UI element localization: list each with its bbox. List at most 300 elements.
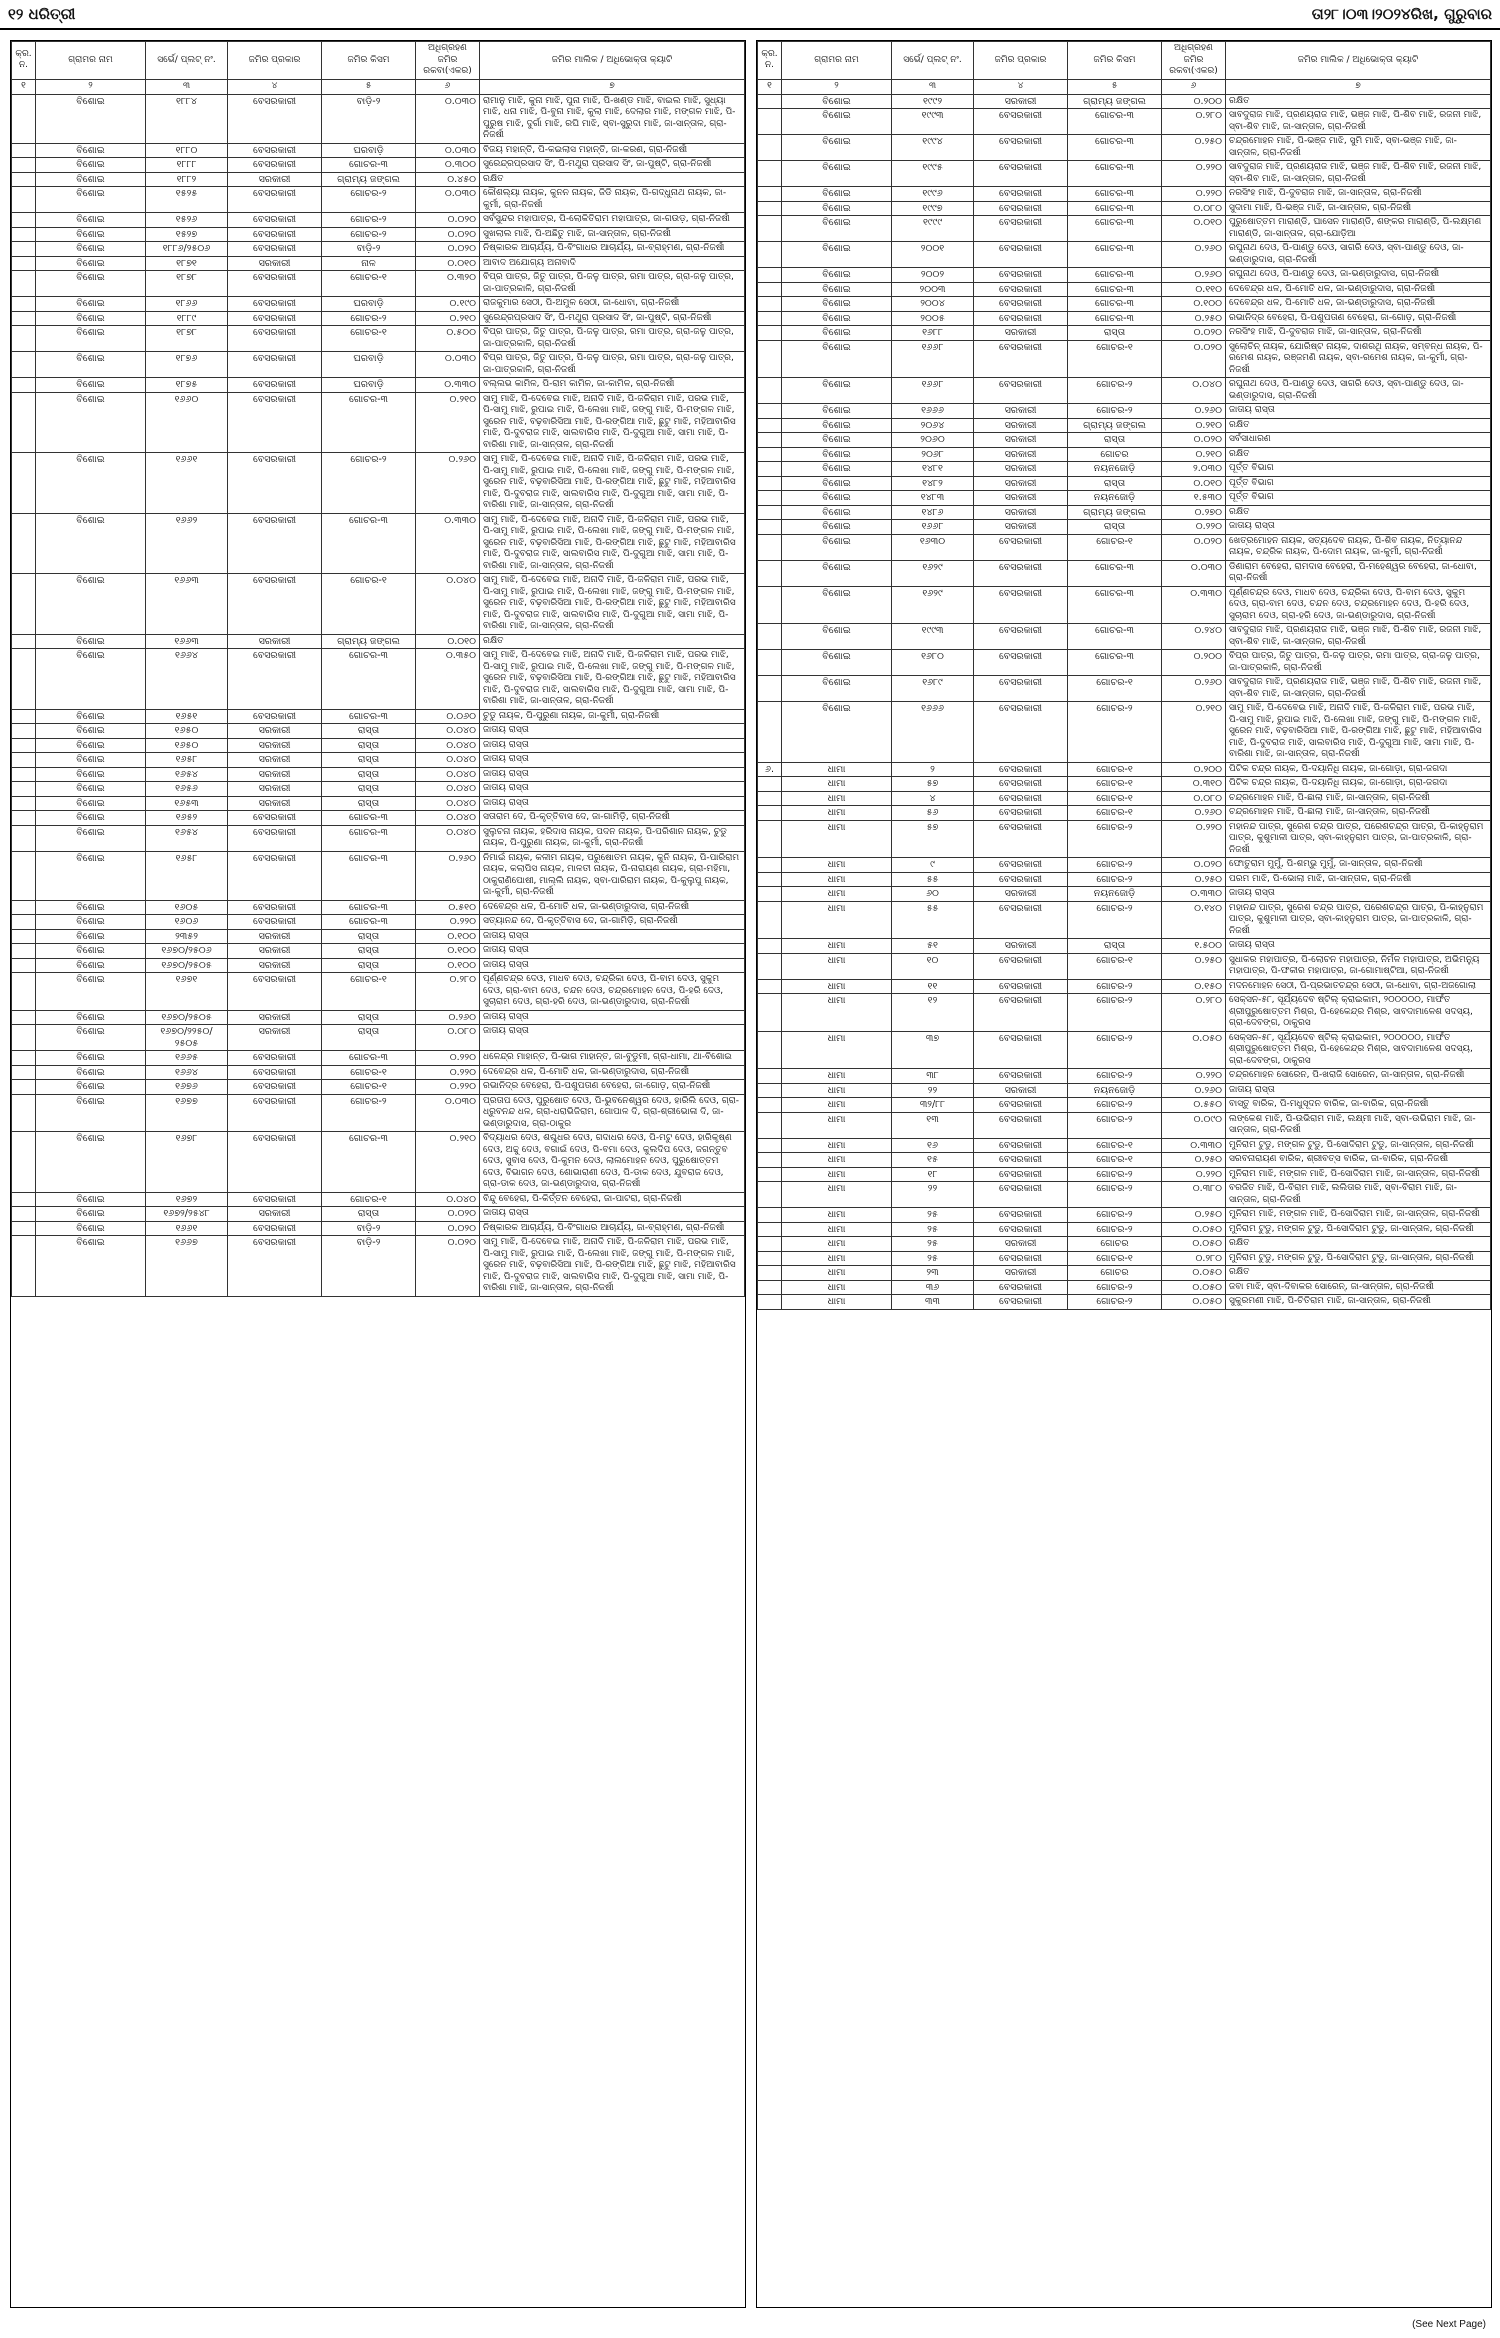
table-row — [12, 574, 745, 635]
plot-cell: ୧୬୮୯ — [892, 676, 974, 702]
serial-cell — [12, 297, 36, 312]
area-cell: ୦.୦୮୦ — [1162, 791, 1226, 806]
area-cell: ୦.୧୦୦ — [416, 958, 480, 973]
serial-cell — [758, 1031, 782, 1069]
serial-cell — [758, 340, 782, 378]
serial-cell — [758, 109, 782, 135]
area-cell: ୦.୦୩୦ — [416, 94, 480, 143]
owner-cell: ଜାତାୟ ରାସ୍ତା — [1226, 887, 1491, 902]
land-type-cell: ବେସରକାରୀ — [228, 574, 322, 635]
land-kisam-cell: ଗୋଚର-୩ — [1068, 135, 1162, 161]
land-type-cell: ସରକାରୀ — [974, 326, 1068, 341]
plot-cell: ୧୯୯୩ — [892, 624, 974, 650]
serial-cell — [12, 929, 36, 944]
area-cell: ୧.୫୦୦ — [1162, 939, 1226, 954]
owner-cell: ସରବନାରାୟଣ ବାରିକ, ଶ୍ରୀବତ୍ସ ବାରିକ, ଜା-ବାରିକ, ଗ୍ରା-ନିଜର୍ଷୀ — [1226, 1153, 1491, 1168]
village-cell: ବିଶୋଇ — [36, 634, 146, 649]
plot-cell: ୨୫ — [892, 1251, 974, 1266]
plot-cell: ୧୬୭୧ — [146, 973, 228, 1011]
village-cell: ବିଶୋଇ — [782, 201, 892, 216]
village-cell: ବିଶୋଇ — [782, 418, 892, 433]
village-cell: ବିଶୋଇ — [36, 811, 146, 826]
village-cell: ବିଶୋଇ — [782, 94, 892, 109]
area-cell: ୦.୨୮୦ — [1162, 1251, 1226, 1266]
owner-cell: ପୂର୍ଣ୍ଣଚନ୍ଦ୍ର ଦେଓ, ମାଧବ ଦେଓ, ଚନ୍ଦ୍ରିକା ଦେଓ, ପି-ବାମ ଦେଓ, ସୁକୁମ ଦେଓ, ଗ୍ରା-ବାମ ଦେଓ, ଚନ୍ଦନ ଦେଓ, ଚନ୍ଦ୍ରମୋହନ ଦେଓ, ପି-ହରି ଦେଓ, ସୁଚାରାମ ଦେଓ, ଗ୍ରା-ହରି ଦେଓ, ଜା-ଭଣ୍ଡାରୁଦାସ, ଗ୍ରା-ନିଜର୍ଷୀ — [1226, 586, 1491, 624]
plot-cell: ୧୮୮୯ — [146, 311, 228, 326]
land-kisam-cell: ଗୋଚର-୩ — [322, 709, 416, 724]
table-row — [12, 158, 745, 173]
land-type-cell: ସରକାରୀ — [974, 887, 1068, 902]
plot-cell: ୧୫ — [892, 1153, 974, 1168]
land-type-cell: ବେସରକାରୀ — [228, 297, 322, 312]
land-kisam-cell: ରାସ୍ତା — [322, 753, 416, 768]
land-type-cell: ବେସରକାରୀ — [974, 268, 1068, 283]
area-cell: ୦.୦୫୦ — [1162, 1280, 1226, 1295]
area-cell: ୦.୦୪୦ — [416, 724, 480, 739]
serial-cell — [758, 1138, 782, 1153]
plot-cell: ୧୬୬୮ — [892, 340, 974, 378]
area-cell: ୦.୨୫୦ — [1162, 135, 1226, 161]
plot-cell: ୧୪୮୬ — [892, 505, 974, 520]
area-cell: ୦.୨୨୦ — [1162, 1069, 1226, 1084]
land-type-cell: ସରକାରୀ — [228, 738, 322, 753]
table-row — [12, 352, 745, 378]
serial-cell — [12, 513, 36, 574]
serial-cell — [758, 534, 782, 560]
village-cell: ବିଶୋଇ — [782, 378, 892, 404]
land-type-cell: ବେସରକାରୀ — [974, 282, 1068, 297]
land-type-cell: ବେସରକାରୀ — [974, 1167, 1068, 1182]
area-cell: ୦.୧୪୦ — [1162, 901, 1226, 939]
land-type-cell: ସରକାରୀ — [974, 476, 1068, 491]
table-row — [758, 586, 1491, 624]
village-cell: ବିଶୋଇ — [36, 392, 146, 453]
area-cell: ୦.୨୫୦ — [1162, 953, 1226, 979]
land-type-cell: ବେସରକାରୀ — [228, 378, 322, 393]
table-header-row — [758, 42, 1491, 80]
plot-cell: ୧୬୭୬ — [146, 1080, 228, 1095]
table-row — [758, 378, 1491, 404]
table-row — [758, 702, 1491, 763]
area-cell: ୦.୨୬୦ — [416, 851, 480, 900]
area-cell: ୦.୦୨୦ — [1162, 340, 1226, 378]
table-row — [758, 806, 1491, 821]
area-cell: ୦.୨୧୦ — [416, 1132, 480, 1193]
land-kisam-cell: ଗୋଚର-୧ — [1068, 1138, 1162, 1153]
plot-cell: ୧୬୬୫ — [146, 1051, 228, 1066]
land-type-cell: ବେସରକାରୀ — [228, 1065, 322, 1080]
table-row — [12, 311, 745, 326]
plot-cell: ୧୬୫୪ — [146, 825, 228, 851]
land-type-cell: ବେସରକାରୀ — [974, 534, 1068, 560]
land-type-cell: ବେସରକାରୀ — [974, 187, 1068, 202]
village-cell: ବିଶୋଇ — [36, 1010, 146, 1025]
village-cell: ବିଶୋଇ — [782, 586, 892, 624]
area-cell: ୦.୨୬୦ — [1162, 806, 1226, 821]
land-kisam-cell: ନୟନଜୋଡ଼ି — [1068, 1083, 1162, 1098]
owner-cell: ପୂର୍ତ୍ତ ବିଭାଗ — [1226, 462, 1491, 477]
serial-cell — [12, 326, 36, 352]
owner-cell: ରାମାନୁ ମାଝି, କୁନା ମାଝି, ପୁନା ମାଝି, ପି-ଖଣ୍ଡ ମାଝି, ବାଇଲ ମାଝି, ସୁଧ୍ୟା ମାଝି, ଧନା ମାଝି, ପି-ବୁନା ମାଝି, କୁଲା ମାଝି, ଦେଲାର ମାଝି, ମଙ୍ଗଳ ମାଝି, ପି-ପୁରୁଷ ମାଝି, ଦୁର୍ଗା ମାଝି, ରଘି ମାଝି, ସ୍ବା-ସୁରୁଦା ମାଝି, ଜା-ସାନ୍ତାଳ, ଗ୍ରା-ନିଜର୍ଷୀ — [480, 94, 745, 143]
area-cell: ୦.୦୩୦ — [416, 352, 480, 378]
village-cell: ବିଶୋଇ — [782, 560, 892, 586]
area-cell: ୦.୦୨୦ — [1162, 326, 1226, 341]
land-kisam-cell: ରାସ୍ତା — [322, 1207, 416, 1222]
land-kisam-cell: ଗୋଚର-୩ — [322, 1132, 416, 1193]
owner-cell: ରଘୁନାଥ ଦେଓ, ପି-ପାଣ୍ଡୁ ଦେଓ, ଜା-ଭଣ୍ଡାରୁଦାସ, ଗ୍ରା-ନିଜର୍ଷୀ — [1226, 268, 1491, 283]
land-kisam-cell: ଗୋଚର-୨ — [1068, 1208, 1162, 1223]
land-type-cell: ବେସରକାରୀ — [974, 297, 1068, 312]
land-kisam-cell: ଘରବାଡ଼ି — [322, 352, 416, 378]
serial-cell — [12, 958, 36, 973]
serial-cell — [12, 1065, 36, 1080]
plot-cell: ୧୬୬୬ — [892, 702, 974, 763]
table-row — [12, 767, 745, 782]
area-cell: ୦.୨୦୦ — [1162, 94, 1226, 109]
village-cell: ବିଶୋଇ — [36, 1025, 146, 1051]
owner-cell: ବଲ୍ଲଭ କାମିଳ, ପି-ରାମ କାମିଳ, ଜା-କାମିଳ, ଗ୍ରା-ନିଜର୍ଷୀ — [480, 378, 745, 393]
right-table-body — [758, 94, 1491, 1309]
land-type-cell: ବେସରକାରୀ — [228, 326, 322, 352]
header-serial: କ୍ର. ନ. — [758, 42, 782, 80]
owner-cell: ସାମୁ ମାଝି, ପି-ଦେବେଇ ମାଝି, ଅନାଦି ମାଝି, ପି-ଜଳିରାମ ମାଝି, ପରଭ ମାଝି, ପି-ସାମୁ ମାଝି, ରୁପାଇ ମାଝି, ପି-ଲେଖା ମାଝି, ଜଙ୍ଗୁ ମାଝି, ପି-ମଙ୍ଗଳ ମାଝି, ସୁରେନ ମାଝି, ବଢ଼ବାରିସିଆ ମାଝି, ପି-ରଙ୍ଗିଆ ମାଝି, ଛୁଟୁ ମାଝି, ମହିଆବାରିସ ମାଝି, ପି-ଦୁବରାଜ ମାଝି, ସାଲବାରିସ ମାଝି, ପି-ଦୁଗୁଆ ମାଝି, ସାମା ମାଝି, ପି-ବାରିଶା ମାଝି, ଜା-ସାନ୍ତାଳ, ଗ୍ରା-ନିଜର୍ଷୀ — [480, 453, 745, 514]
area-cell: ୦.୨୫୦ — [1162, 1153, 1226, 1168]
plot-cell: ୧୮୭୮ — [146, 326, 228, 352]
land-kisam-cell: ଗୋଚର-୨ — [1068, 1069, 1162, 1084]
plot-cell: ୨୦୬୮ — [892, 447, 974, 462]
serial-cell — [12, 851, 36, 900]
owner-cell: କୌଶଲ୍ୟା ନାୟକ, କୁନନ ନାୟକ, ଜିଡି ନାୟକ, ପି-ଗଦ୍ଧୁନାଥ ନାୟକ, ଜା-କୁର୍ମୀ, ଗ୍ରା-ନିଜର୍ଷୀ — [480, 187, 745, 213]
serial-cell — [12, 973, 36, 1011]
serial-cell — [758, 586, 782, 624]
land-type-cell: ସରକାରୀ — [974, 94, 1068, 109]
serial-cell — [758, 491, 782, 506]
land-kisam-cell: ଗୋଚର-୩ — [322, 825, 416, 851]
plot-cell: ୨୫ — [892, 1237, 974, 1252]
table-row — [12, 851, 745, 900]
area-cell: ୦.୨୧୦ — [1162, 447, 1226, 462]
village-cell: ବିଶୋଇ — [782, 404, 892, 419]
land-kisam-cell: ଗୋଚର-୩ — [322, 392, 416, 453]
land-kisam-cell: ରାସ୍ତା — [1068, 476, 1162, 491]
land-type-cell: ସରକାରୀ — [228, 782, 322, 797]
table-row — [12, 782, 745, 797]
plot-cell: ୧୬୬୦ — [146, 392, 228, 453]
serial-cell — [12, 1132, 36, 1193]
village-cell: ଧାମା — [782, 1266, 892, 1281]
area-cell: ୦.୦୧୦ — [416, 634, 480, 649]
serial-cell — [12, 825, 36, 851]
table-row — [758, 505, 1491, 520]
land-type-cell: ବେସରକାରୀ — [228, 1221, 322, 1236]
owner-cell: ବିନ୍ଦୁ ବେହେରା, ପି-କିର୍ତ୍ତନ ବେହେରା, ଜା-ପାଟରା, ଗ୍ରା-ନିଜର୍ଷୀ — [480, 1192, 745, 1207]
owner-cell: ସୁଲୋଚିନ୍ ନାୟକ, ଯୋରିଷ୍ଟ ନାୟକ, ଦାଶରଥି ନାୟକ, ସମ୍ବନ୍ଧ ନାୟକ, ପି-ରମେଶ ନାୟକ, ରଞ୍ଜମଣି ନାୟକ, ସ୍ବା-ରମେଶ ନାୟକ, ଜା-କୁର୍ମୀ, ଗ୍ରା-ନିଜର୍ଷୀ — [1226, 340, 1491, 378]
area-cell: ୦.୨୨୦ — [416, 1065, 480, 1080]
area-cell: ୦.୦୧୦ — [1162, 476, 1226, 491]
plot-cell: ୧୮୮୪ — [146, 94, 228, 143]
village-cell: ବିଶୋଇ — [36, 649, 146, 710]
land-type-cell: ବେସରକାରୀ — [228, 900, 322, 915]
serial-cell — [758, 1112, 782, 1138]
table-row — [758, 491, 1491, 506]
land-kisam-cell: ଗୋଚର-୩ — [1068, 297, 1162, 312]
land-kisam-cell: ଗ୍ରାମ୍ୟ ଜଙ୍ଗଲ — [1068, 94, 1162, 109]
table-row — [12, 94, 745, 143]
owner-cell: ଜାତାୟ ରାସ୍ତା — [1226, 1083, 1491, 1098]
owner-cell: ରକ୍ଷିତ — [1226, 1237, 1491, 1252]
serial-cell — [12, 944, 36, 959]
owner-cell: ପିଟିକ ଚନ୍ଦ୍ର ନାୟକ, ପି-ଦୟାନିଧି ନାୟକ, ଜା-ଗୋଡ଼ା, ଗ୍ରା-ଜଗଦା — [1226, 762, 1491, 777]
owner-cell: ପୂର୍ତ୍ତ ବିଭାଗ — [1226, 491, 1491, 506]
area-cell: ୧.୫୩୦ — [1162, 491, 1226, 506]
plot-cell: ୧୬୦୬ — [146, 915, 228, 930]
village-cell: ବିଶୋଇ — [36, 227, 146, 242]
serial-cell — [758, 311, 782, 326]
land-type-cell: ସରକାରୀ — [228, 796, 322, 811]
owner-cell: ଜାତାୟ ରାସ୍ତା — [1226, 939, 1491, 954]
village-cell: ଧାମା — [782, 777, 892, 792]
land-kisam-cell: ଗୋଚର-୧ — [1068, 953, 1162, 979]
header-area: ଅଧିଗ୍ରହଣ ଜମିର ରକବା(ଏକର) — [416, 42, 480, 80]
table-row — [758, 1098, 1491, 1113]
area-cell: ୦.୨୬୦ — [1162, 1083, 1226, 1098]
owner-cell: ରାଜକୁମାର ସେଠୀ, ପି-ଅମୁଳ ସେଠୀ, ଜା-ଧୋବା, ଗ୍ରା-ନିଜର୍ଷୀ — [480, 297, 745, 312]
land-kisam-cell: ବାଡ଼ି-୨ — [322, 1236, 416, 1297]
table-row — [12, 929, 745, 944]
owner-cell: ଚନ୍ଦ୍ରମୋହନ ସୋରେନ, ପି-ଖରାଜି ସୋରେନ, ଜା-ସାନ୍ତାଳ, ଗ୍ରା-ନିଜର୍ଷୀ — [1226, 1069, 1491, 1084]
area-cell: ୦.୦୪୦ — [416, 782, 480, 797]
land-type-cell: ସରକାରୀ — [974, 404, 1068, 419]
plot-cell: ୧୮୮୬/୨୫୦୬ — [146, 242, 228, 257]
owner-cell: ରକ୍ଷିତ — [1226, 94, 1491, 109]
village-cell: ବିଶୋଇ — [36, 326, 146, 352]
owner-cell: ଜାତାୟ ରାସ୍ତା — [480, 1010, 745, 1025]
table-row — [758, 762, 1491, 777]
land-kisam-cell: ଗୋଚର-୩ — [322, 915, 416, 930]
village-cell: ବିଶୋଇ — [782, 447, 892, 462]
area-cell: ୦.୦୨୦ — [416, 242, 480, 257]
village-cell: ଧାମା — [782, 806, 892, 821]
land-type-cell: ବେସରକାରୀ — [974, 201, 1068, 216]
land-kisam-cell: ଗୋଚର-୨ — [1068, 1280, 1162, 1295]
land-kisam-cell: ଗୋଚର-୩ — [1068, 161, 1162, 187]
table-row — [758, 777, 1491, 792]
owner-cell: ନିଷ୍କାରକ ଆଚାର୍ଯ୍ୟ, ପି-ବିଂଗାଧର ଆଚାର୍ଯ୍ୟ, ଜା-ବ୍ରାହ୍ମଣ, ଗ୍ରା-ନିଜର୍ଷୀ — [480, 242, 745, 257]
serial-cell — [12, 709, 36, 724]
see-next-page-note: (See Next Page) — [1412, 2319, 1486, 2330]
table-row — [12, 811, 745, 826]
plot-cell: ୧୯୯୪ — [892, 135, 974, 161]
land-type-cell: ବେସରକାରୀ — [974, 762, 1068, 777]
area-cell: ୦.୦୪୦ — [416, 825, 480, 851]
village-cell: ବିଶୋଇ — [36, 825, 146, 851]
village-cell: ବିଶୋଇ — [36, 271, 146, 297]
table-row — [758, 1208, 1491, 1223]
area-cell: ୦.୩୦୦ — [416, 158, 480, 173]
land-kisam-cell: ଗୋଚର-୩ — [1068, 268, 1162, 283]
land-kisam-cell: ରାସ୍ତା — [322, 724, 416, 739]
table-row — [758, 1083, 1491, 1098]
village-cell: ବିଶୋଇ — [36, 158, 146, 173]
plot-cell: ୩୩ — [892, 1295, 974, 1310]
plot-cell: ୧୬୭୨ — [146, 1192, 228, 1207]
village-cell: ଧାମା — [782, 820, 892, 858]
area-cell: ୦.୨୧୦ — [1162, 418, 1226, 433]
village-cell: ବିଶୋଇ — [782, 326, 892, 341]
table-row — [12, 143, 745, 158]
land-type-cell: ସରକାରୀ — [228, 944, 322, 959]
owner-cell: ସାମୁ ମାଝି, ପି-ଦେବେଇ ମାଝି, ଅନାଦି ମାଝି, ପି-ଜଳିରାମ ମାଝି, ପରଭ ମାଝି, ପି-ସାମୁ ମାଝି, ରୁପାଇ ମାଝି, ପି-ଲେଖା ମାଝି, ଜଙ୍ଗୁ ମାଝି, ପି-ମଙ୍ଗଳ ମାଝି, ସୁରେନ ମାଝି, ବଢ଼ବାରିସିଆ ମାଝି, ପି-ରଙ୍ଗିଆ ମାଝି, ଛୁଟୁ ମାଝି, ମହିଆବାରିସ ମାଝି, ପି-ଦୁବରାଜ ମାଝି, ସାଲବାରିସ ମାଝି, ପି-ଦୁଗୁଆ ମାଝି, ସାମା ମାଝି, ପି-ବାରିଶା ମାଝି, ଜା-ସାନ୍ତାଳ, ଗ୍ରା-ନିଜର୍ଷୀ — [480, 513, 745, 574]
plot-cell: ୫୭ — [892, 777, 974, 792]
owner-cell: ଡିଣାରାମ ବେହେରା, ରାମଦାସ ବେହେରା, ପି-ମହେଶ୍ୱର ବେହେରା, ଜା-ଧୋବା, ଗ୍ରା-ନିଜର୍ଷୀ — [1226, 560, 1491, 586]
plot-cell: ୧୪୮୧ — [892, 462, 974, 477]
owner-cell: ରକ୍ଷିତ — [1226, 447, 1491, 462]
land-type-cell: ବେସରକାରୀ — [228, 1080, 322, 1095]
village-cell: ବିଶୋଇ — [36, 851, 146, 900]
table-row — [12, 242, 745, 257]
serial-cell — [758, 1266, 782, 1281]
area-cell: ୦.୧୦୦ — [416, 929, 480, 944]
village-cell: ବିଶୋଇ — [782, 702, 892, 763]
land-kisam-cell: ଗୋଚର-୩ — [322, 649, 416, 710]
table-row — [758, 297, 1491, 312]
area-cell: ୦.୨୮୦ — [1162, 994, 1226, 1032]
land-type-cell: ବେସରକାରୀ — [228, 158, 322, 173]
owner-cell: ମୁନିରାମ ଟୁଡୁ, ମଙ୍ଗଳ ଟୁଡୁ, ପି-ସୋଦିରାମ ଟୁଡୁ, ଜା-ସାନ୍ତାଳ, ଗ୍ରା-ନିଜର୍ଷୀ — [1226, 1138, 1491, 1153]
serial-cell — [12, 392, 36, 453]
owner-cell: ଜବା ମାଝି, ସ୍ବା-ଦିବାକର ସୋରେନ୍, ଜା-ସାନ୍ତାଳ, ଗ୍ରା-ନିଜର୍ଷୀ — [1226, 1280, 1491, 1295]
serial-cell — [12, 649, 36, 710]
village-cell: ବିଶୋଇ — [36, 513, 146, 574]
plot-cell: ୧୬୫୨ — [146, 811, 228, 826]
serial-cell — [758, 187, 782, 202]
serial-cell — [12, 738, 36, 753]
table-row — [758, 268, 1491, 283]
serial-cell — [12, 1207, 36, 1222]
serial-cell — [758, 1237, 782, 1252]
land-kisam-cell: ଗୋଚର-୨ — [1068, 979, 1162, 994]
owner-cell: ସୁଲୁଚନା ନାୟକ, ହରିଦାସ ନାୟକ, ପଦନ ନାୟକ, ପି-ପରିଶାନ ନାୟକ, ଚୁଡୁ ନାୟକ, ପି-ପୁରୁଣା ନାୟକ, ଜା-କୁର୍ମୀ, ଗ୍ରା-ନିଜର୍ଷୀ — [480, 825, 745, 851]
table-row — [758, 242, 1491, 268]
area-cell: ୦.୩୩୦ — [416, 513, 480, 574]
land-type-cell: ସରକାରୀ — [974, 433, 1068, 448]
table-row — [758, 1237, 1491, 1252]
village-cell: ବିଶୋଇ — [36, 973, 146, 1011]
table-row — [12, 297, 745, 312]
land-type-cell: ବେସରକାରୀ — [974, 242, 1068, 268]
owner-cell: ମଦନମୋହନ ସେଠୀ, ପି-ପ୍ରଭାତଚନ୍ଦ୍ର ସେଠୀ, ଜା-ଧୋବା, ଗ୍ରା-ଅଜଗୋଲା — [1226, 979, 1491, 994]
land-kisam-cell: ଗୋଚର-୧ — [1068, 340, 1162, 378]
serial-cell — [758, 94, 782, 109]
col-number: ୫ — [1068, 79, 1162, 94]
land-type-cell: ବେସରକାରୀ — [228, 825, 322, 851]
land-type-cell: ବେସରକାରୀ — [228, 392, 322, 453]
village-cell: ଧାମା — [782, 1031, 892, 1069]
area-cell: ୦.୩୫୦ — [416, 649, 480, 710]
serial-cell — [758, 1208, 782, 1223]
area-cell: ୦.୦୨୦ — [416, 1221, 480, 1236]
area-cell: ୦.୨୬୦ — [1162, 676, 1226, 702]
village-cell: ବିଶୋଇ — [36, 256, 146, 271]
owner-cell: ସେକ୍ସନ-୫୮, ସୂର୍ଯ୍ୟଦେବ ଷ୍ଟିଲ୍ କ୍ରାଇକାମ, ୨୦୦୦୦୦, ମାର୍ଫତ ଶ୍ରୀପୁରୁଷୋତ୍ତମ ମିଶ୍ର, ପି-ହେକେନ୍ଦ୍ର ମିଶ୍ର, ସାବଦାମାଳେଶ ସଦସ୍ୟ, ଗ୍ରା-ଦେବଙ୍ଗ, ଠାକୁରସ — [1226, 994, 1491, 1032]
header-area: ଅଧିଗ୍ରହଣ ଜମିର ରକବା(ଏକର) — [1162, 42, 1226, 80]
table-row — [12, 271, 745, 297]
owner-cell: ନିମାଇଁ ନାୟକ, କଳୀମ ନାୟକ, ପରୁଷୋତମ ନାୟକ, କୁନି ନାୟକ, ପି-ପାରିରାମ ନାୟକ, କଲାପିସ ନାୟକ, ମାଳତୀ ନାୟକ, ପି-ନାରାୟଣ ନାୟକ, ଗ୍ରା-ମହିମା, ଠାକୁରାଣିପୋଷୀ, ମାଲ୍ଲି ନାୟକ, ସ୍ବା-ପାରିରାମ ନାୟକ, ପି-କୁଲୁପୁ ନାୟକ, ଜା-କୁର୍ମୀ, ଗ୍ରା-ନିଜର୍ଷୀ — [480, 851, 745, 900]
land-type-cell: ବେସରକାରୀ — [974, 624, 1068, 650]
owner-cell: ନରସିଂହ ମାଝି, ପି-ଦୁବରାଜ ମାଝି, ଜା-ସାନ୍ତାଳ, ଗ୍ରା-ନିଜର୍ଷୀ — [1226, 326, 1491, 341]
header-village: ଗ୍ରାମର ନାମ — [782, 42, 892, 80]
col-number: ୬ — [416, 79, 480, 94]
plot-cell: ୧୬୮୮ — [892, 326, 974, 341]
col-number: ୫ — [322, 79, 416, 94]
village-cell: ବିଶୋଇ — [782, 311, 892, 326]
land-type-cell: ବେସରକାରୀ — [974, 311, 1068, 326]
plot-cell: ୧୫୨୫ — [146, 187, 228, 213]
owner-cell: ମୁନିରାମ ମାଝି, ମଙ୍ଗଳ ମାଝି, ପି-ସୋଦିରାମ ମାଝି, ଜା-ସାନ୍ତାଳ, ଗ୍ରା-ନିଜର୍ଷୀ — [1226, 1167, 1491, 1182]
area-cell: ୦.୨୧୦ — [1162, 702, 1226, 763]
land-kisam-cell: ରାସ୍ତା — [1068, 520, 1162, 535]
col-number: ୭ — [480, 79, 745, 94]
land-kisam-cell: ରାସ୍ତା — [322, 782, 416, 797]
land-type-cell: ବେସରକାରୀ — [974, 586, 1068, 624]
area-cell: ୦.୨୫୦ — [1162, 311, 1226, 326]
plot-cell: ୨୨ — [892, 1083, 974, 1098]
header-serial: କ୍ର. ନ. — [12, 42, 36, 80]
owner-cell: ଜାତାୟ ରାସ୍ତା — [480, 753, 745, 768]
owner-cell: ସୁଧାକର ମହାପାତ୍ର, ପି-ଲୋଚନ ମହାପାତ୍ର, ନିର୍ମଳ ମହାପାତ୍ର, ଅଭିମନ୍ୟୁ ମହାପାତ୍ର, ପି-ଫକୀର ମହାପାତ୍ର, ଜା-ଗୋମାଷ୍ଟିଆ, ଗ୍ରା-ନିଜର୍ଷୀ — [1226, 953, 1491, 979]
col-number: ୧ — [12, 79, 36, 94]
land-kisam-cell: ରାସ୍ତା — [322, 738, 416, 753]
serial-cell — [758, 476, 782, 491]
header-date: ତା୨୮।୦୩।୨୦୨୪ରିଖ, ଗୁରୁବାର — [1311, 5, 1492, 23]
land-type-cell: ବେସରକାରୀ — [974, 109, 1068, 135]
serial-cell — [758, 216, 782, 242]
land-kisam-cell: ରାସ୍ତା — [322, 958, 416, 973]
table-row — [758, 109, 1491, 135]
serial-cell — [758, 872, 782, 887]
land-type-cell: ବେସରକାରୀ — [974, 1182, 1068, 1208]
land-type-cell: ସରକାରୀ — [228, 767, 322, 782]
table-row — [12, 900, 745, 915]
table-row — [12, 958, 745, 973]
area-cell: ୦.୨୨୦ — [416, 1051, 480, 1066]
plot-cell: ୧୬୭୦/୨୨୫୦/ ୨୫୦୫ — [146, 1025, 228, 1051]
table-row — [12, 453, 745, 514]
village-cell: ବିଶୋଇ — [36, 94, 146, 143]
table-row — [758, 1251, 1491, 1266]
owner-cell: ଜାତାୟ ରାସ୍ତା — [480, 767, 745, 782]
land-kisam-cell: ଘରବାଡ଼ି — [322, 297, 416, 312]
village-cell: ବିଶୋଇ — [36, 900, 146, 915]
plot-cell: ୨୫ — [892, 1222, 974, 1237]
area-cell: ୦.୧୦୦ — [1162, 297, 1226, 312]
area-cell: ୦.୨୮୦ — [416, 973, 480, 1011]
table-row — [12, 392, 745, 453]
table-row — [12, 172, 745, 187]
land-type-cell: ବେସରକାରୀ — [228, 453, 322, 514]
village-cell: ବିଶୋଇ — [36, 1094, 146, 1132]
table-row — [12, 973, 745, 1011]
land-type-cell: ବେସରକାରୀ — [974, 979, 1068, 994]
header-owner: ଜମିର ମାଲିକ / ଅଧିଭୋକ୍ତା କ୍ୟାଟି — [480, 42, 745, 80]
village-cell: ଧାମା — [782, 872, 892, 887]
area-cell: ୦.୨୨୦ — [1162, 520, 1226, 535]
table-row — [758, 418, 1491, 433]
serial-cell — [12, 724, 36, 739]
header-land-type: ଜମିର ପ୍ରକାର — [228, 42, 322, 80]
owner-cell: ମହାନନ୍ଦ ପାତ୍ର, ସୁରେଶ ଚନ୍ଦ୍ର ପାତ୍ର, ପରେଶଚନ୍ଦ୍ର ପାତ୍ର, ପି-କାହ୍ନୁରାମ ପାତ୍ର, କୁଶୁମାଳୀ ପାତ୍ର, ସ୍ବା-କାହ୍ନୁରାମ ପାତ୍ର, ଜା-ପାତ୍ରକାଳି, ଗ୍ରା-ନିଜର୍ଷୀ — [1226, 820, 1491, 858]
plot-cell: ୧୮୬୬ — [146, 297, 228, 312]
